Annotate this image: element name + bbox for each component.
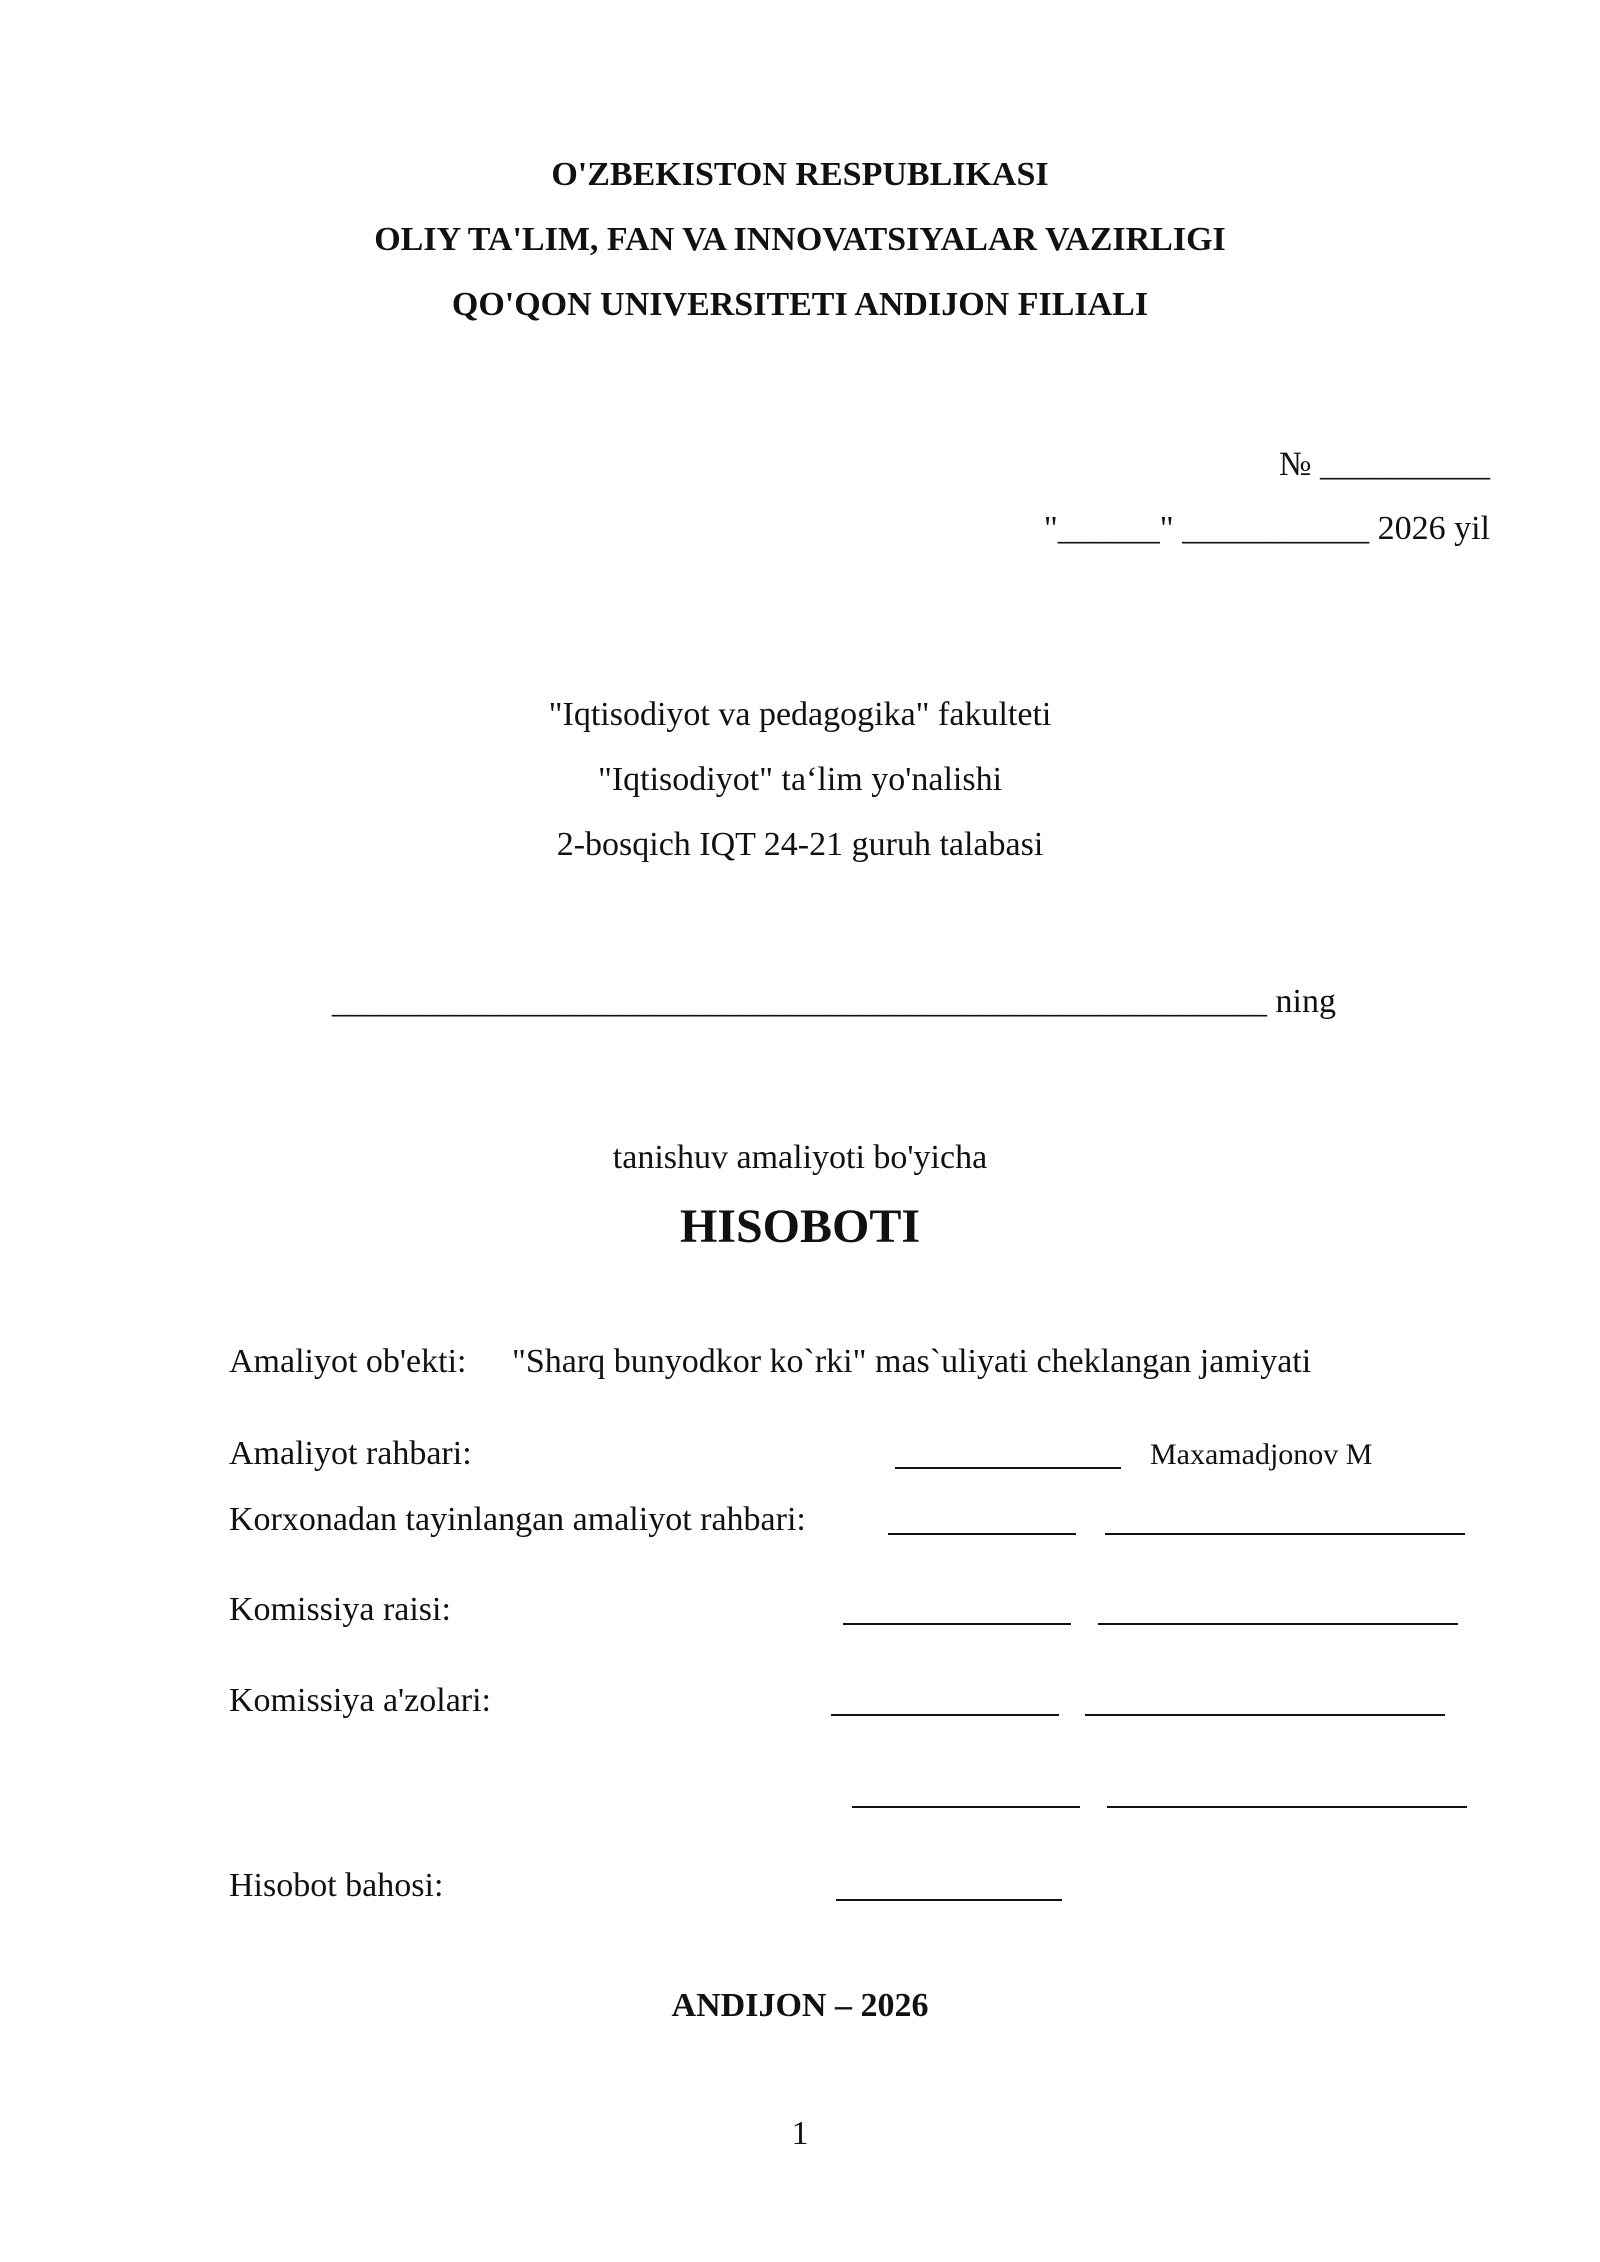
company-supervisor-label: Korxonadan tayinlangan amaliyot rahbari: xyxy=(229,1501,806,1538)
student-group: 2-bosqich IQT 24-21 guruh talabasi xyxy=(556,826,1044,863)
registration-date: "______" ___________ 2026 yil xyxy=(1043,510,1490,547)
header-university: QO'QON UNIVERSITETI ANDIJON FILIALI xyxy=(451,286,1149,323)
commission-members-label: Komissiya a'zolari: xyxy=(229,1682,492,1719)
student-name-suffix: ning xyxy=(1275,983,1336,1020)
company-supervisor-name-line xyxy=(1105,1533,1465,1535)
commission-member2-signature-line xyxy=(852,1806,1080,1808)
grade-line xyxy=(836,1899,1062,1901)
page-number: 1 xyxy=(791,2115,809,2152)
student-name-blank xyxy=(332,985,1336,1019)
student-name-line: _______________________________________________________ xyxy=(332,983,1267,1020)
commission-chair-name-line xyxy=(1098,1623,1458,1625)
commission-member1-name-line xyxy=(1085,1714,1445,1716)
footer-city-year: ANDIJON – 2026 xyxy=(671,1987,929,2024)
report-subtitle: tanishuv amaliyoti bo'yicha xyxy=(612,1139,988,1176)
registration-number: № __________ xyxy=(1279,446,1490,483)
practice-object-label: Amaliyot ob'ekti: xyxy=(229,1343,467,1380)
practice-object-value: "Sharq bunyodkor ko`rki" mas`uliyati cheklangan jamiyati xyxy=(512,1343,1312,1380)
header-country: O'ZBEKISTON RESPUBLIKASI xyxy=(551,156,1049,193)
supervisor-name: Maxamadjonov M xyxy=(1150,1438,1373,1471)
report-title: HISOBOTI xyxy=(679,1200,921,1253)
commission-member2-name-line xyxy=(1107,1806,1467,1808)
supervisor-signature-line xyxy=(895,1467,1121,1469)
company-supervisor-signature-line xyxy=(888,1533,1076,1535)
student-faculty: "Iqtisodiyot va pedagogika" fakulteti xyxy=(548,696,1052,733)
commission-member1-signature-line xyxy=(831,1714,1059,1716)
supervisor-label: Amaliyot rahbari: xyxy=(229,1435,472,1472)
commission-chair-label: Komissiya raisi: xyxy=(229,1591,451,1628)
header-ministry: OLIY TA'LIM, FAN VA INNOVATSIYALAR VAZIRLIGI xyxy=(374,221,1226,258)
student-direction: "Iqtisodiyot" ta‘lim yo'nalishi xyxy=(597,761,1003,798)
commission-chair-signature-line xyxy=(843,1623,1071,1625)
grade-label: Hisobot bahosi: xyxy=(229,1867,444,1904)
